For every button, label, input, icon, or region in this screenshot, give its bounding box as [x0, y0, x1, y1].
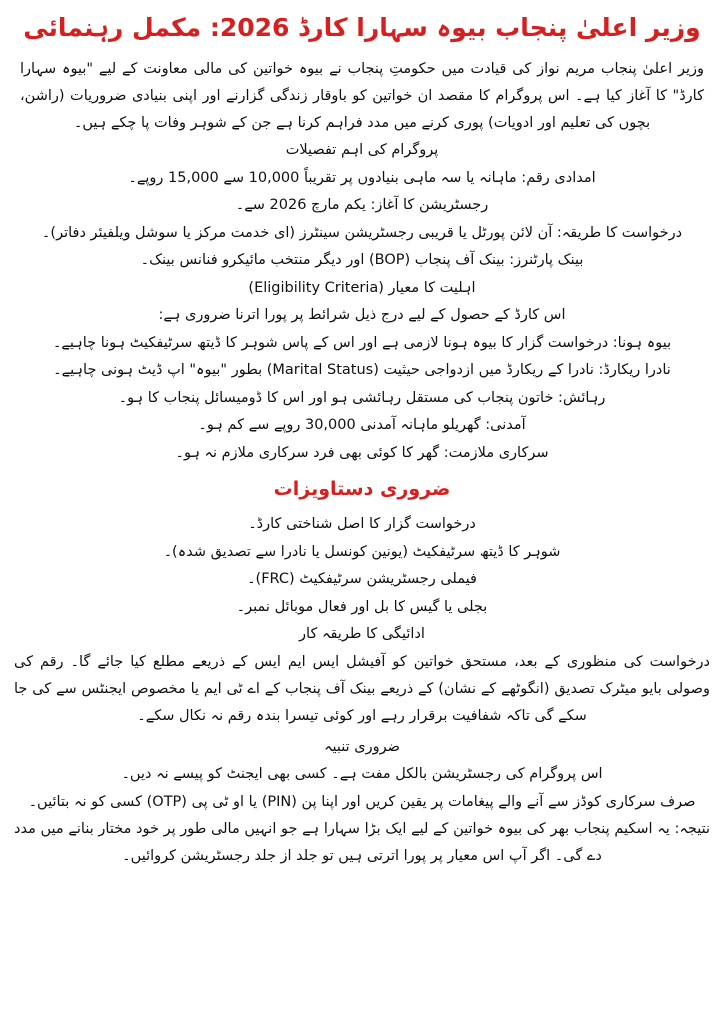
eligibility-heading: اہلیت کا معیار (Eligibility Criteria): [248, 279, 476, 296]
documents-heading: ضروری دستاویزات: [273, 478, 451, 500]
article: [10, 0, 714, 870]
warning-item: اس پروگرام کی رجسٹریشن بالکل مفت ہے۔ کسی بھی ایجنٹ کو پیسے نہ دیں۔: [121, 766, 603, 782]
intro-paragraph: وزیر اعلیٰ پنجاب مریم نواز کی قیادت میں حکومتِ پنجاب نے بیوہ خواتین کی مالی معاونت کے لیے "بیوہ سہارا کارڈ" کا آغاز کیا ہے۔ اس پروگرام کا مقصد ان خواتین کو باوقار زندگی گزارنے اور اپنی بنیادی ضروریات (راشن، بچوں کی تعلیم اور ادویات) پوری کرنے میں مدد فراہم کرنا ہے جن کے شوہر وفات پا چکے ہیں۔: [20, 61, 704, 131]
payment-paragraph: درخواست کی منظوری کے بعد، مستحق خواتین کو آفیشل ایس ایم ایس کے ذریعے مطلع کیا جائے گا۔ رقم کی وصولی بایو میٹرک تصدیق (انگوٹھے کے نشان) کے ذریعے بینک آف پنجاب کے اے ٹی ایم یا مخصوص ایجنٹس سے کی جا سکے گی تاکہ شفافیت برقرار رہے اور کوئی تیسرا بندہ رقم نہ نکال سکے۔: [14, 653, 710, 724]
warning-heading: ضروری تنبیہ: [324, 738, 400, 755]
eligibility-item: سرکاری ملازمت: گھر کا کوئی بھی فرد سرکاری ملازم نہ ہو۔: [175, 444, 549, 461]
document-item: بجلی یا گیس کا بل اور فعال موبائل نمبر۔: [236, 598, 488, 615]
payment-heading: ادائیگی کا طریقہ کار: [299, 626, 425, 642]
eligibility-intro: اس کارڈ کے حصول کے لیے درج ذیل شرائط پر پورا اترنا ضروری ہے:: [158, 307, 566, 323]
eligibility-item: آمدنی: گھریلو ماہانہ آمدنی 30,000 روپے سے کم ہو۔: [198, 417, 526, 433]
document-item: شوہر کا ڈیتھ سرٹیفکیٹ (یونین کونسل یا نادرا سے تصدیق شدہ)۔: [163, 543, 561, 560]
detail-item: امدادی رقم: ماہانہ یا سہ ماہی بنیادوں پر تقریباً 10,000 سے 15,000 روپے۔: [128, 169, 596, 186]
page-title: وزیر اعلیٰ پنجاب بیوہ سہارا کارڈ 2026: مکمل رہنمائی: [23, 13, 701, 42]
detail-item: بینک پارٹنرز: بینک آف پنجاب (BOP) اور دیگر منتخب مائیکرو فنانس بینک۔: [140, 252, 584, 268]
detail-item: درخواست کا طریقہ: آن لائن پورٹل یا قریبی رجسٹریشن سینٹرز (ای خدمت مرکز یا سوشل ویلفیئر دفاتر)۔: [41, 224, 683, 241]
conclusion-paragraph: نتیجہ: یہ اسکیم پنجاب بھر کی بیوہ خواتین کے لیے ایک بڑا سہارا ہے جو انہیں مالی طور پر خود مختار بنانے میں مدد دے گی۔ اگر آپ اس معیار پر پورا اترتی ہیں تو جلد از جلد رجسٹریشن کروائیں۔: [14, 821, 710, 864]
warning-item: صرف سرکاری کوڈز سے آنے والے پیغامات پر یقین کریں اور اپنا پن (PIN) یا او ٹی پی (OTP) کسی کو نہ بتائیں۔: [28, 793, 696, 810]
details-heading: پروگرام کی اہم تفصیلات: [285, 142, 439, 158]
document-item: درخواست گزار کا اصل شناختی کارڈ۔: [248, 516, 476, 532]
eligibility-item: بیوہ ہونا: درخواست گزار کا بیوہ ہونا لازمی ہے اور اس کے پاس شوہر کا ڈیتھ سرٹیفکیٹ ہونا چاہیے۔: [52, 334, 672, 351]
eligibility-item: رہائش: خاتون پنجاب کی مستقل رہائشی ہو اور اس کا ڈومیسائل پنجاب کا ہو۔: [118, 389, 606, 406]
document-item: فیملی رجسٹریشن سرٹیفکیٹ (FRC)۔: [247, 571, 477, 587]
eligibility-item: نادرا ریکارڈ: نادرا کے ریکارڈ میں ازدواجی حیثیت (Marital Status) بطور "بیوہ" اپ ڈیٹ ہونی چاہیے۔: [53, 362, 671, 378]
detail-item: رجسٹریشن کا آغاز: یکم مارچ 2026 سے۔: [235, 197, 489, 213]
